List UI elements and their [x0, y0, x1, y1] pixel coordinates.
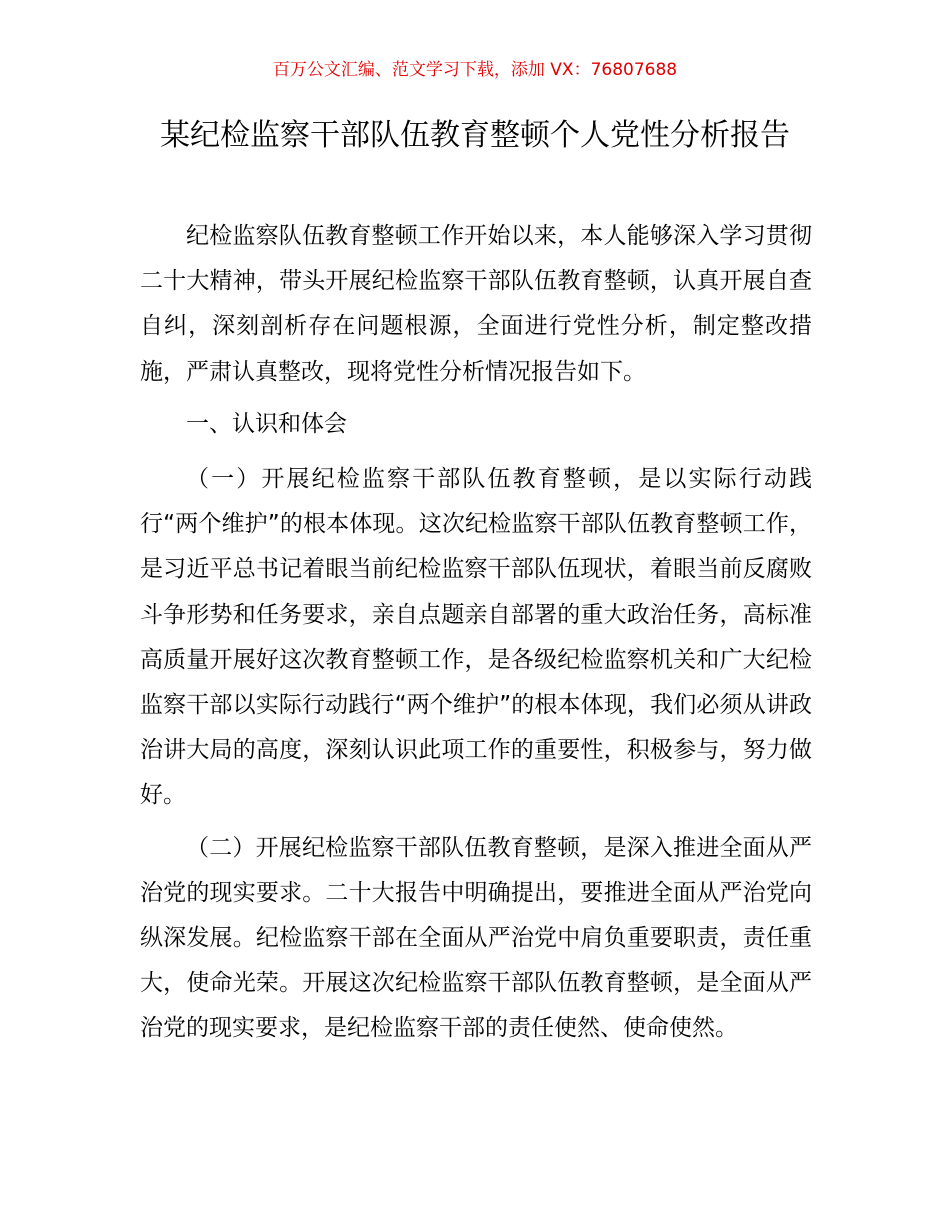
paragraph-2: （二）开展纪检监察干部队伍教育整顿，是深入推进全面从严治党的现实要求。二十大报告中明确提出，要推进全面从严治党向纵深发展。纪检监察干部在全面从严治党中肩负重要职责，责任重大，使命光荣。开展这次纪检监察干部队伍教育整顿，是全面从严治党的现实要求，是纪检监察干部的责任使然、使命使然。	[140, 834, 812, 1042]
section-heading: 一、认识和体会	[186, 410, 347, 437]
document-body	[140, 214, 812, 1059]
header-watermark-note: 百万公文汇编、范文学习下载，添加 VX：76807688	[272, 60, 678, 80]
intro-paragraph: 纪检监察队伍教育整顿工作开始以来，本人能够深入学习贯彻二十大精神，带头开展纪检监察干部队伍教育整顿，认真开展自查自纠，深刻剖析存在问题根源，全面进行党性分析，制定整改措施，严肃认真整改，现将党性分析情况报告如下。	[140, 223, 812, 385]
document-title: 某纪检监察干部队伍教育整顿个人党性分析报告	[160, 118, 790, 153]
paragraph-1: （一）开展纪检监察干部队伍教育整顿，是以实际行动践行“两个维护”的根本体现。这次纪检监察干部队伍教育整顿工作，是习近平总书记着眼当前纪检监察干部队伍现状，着眼当前反腐败斗争形势和任务要求，亲自点题亲自部署的重大政治任务，高标准高质量开展好这次教育整顿工作，是各级纪检监察机关和广大纪检监察干部以实际行动践行“两个维护”的根本体现，我们必须从讲政治讲大局的高度，深刻认识此项工作的重要性，积极参与，努力做好。	[140, 466, 812, 809]
